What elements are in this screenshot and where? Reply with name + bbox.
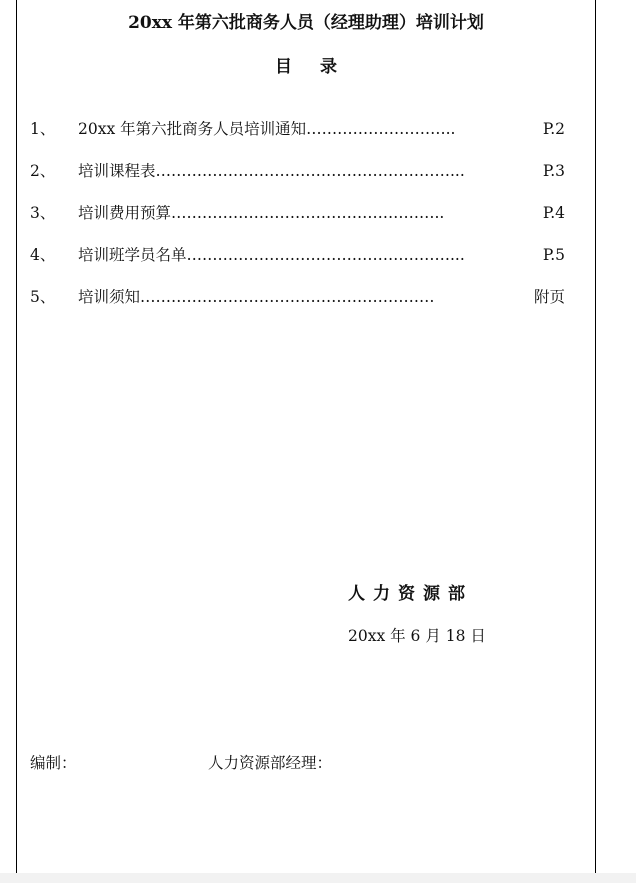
toc-item-text: 培训须知………………………………………………… [78, 288, 435, 306]
toc-item-number: 5、 [30, 288, 56, 306]
toc-item-page: P.2 [542, 120, 565, 138]
toc-item-page: P.5 [542, 246, 565, 264]
issue-date: 20xx 年 6 月 18 日 [348, 627, 486, 645]
toc-item-text: 培训课程表…………………………………………………... [78, 162, 465, 180]
toc-item-number: 3、 [30, 204, 56, 222]
toc-list [30, 118, 565, 328]
document-title: 20xx 年第六批商务人员（经理助理）培训计划 [128, 13, 484, 33]
toc-item-number: 1、 [30, 120, 56, 138]
toc-item-text: 20xx 年第六批商务人员培训通知……………………….. [78, 120, 456, 138]
toc-item [30, 286, 565, 328]
toc-item-number: 2、 [30, 162, 56, 180]
page-bottom-gap [0, 873, 636, 883]
toc-item-page: P.4 [542, 204, 565, 222]
toc-item-text: 培训班学员名单……………………………………………... [78, 246, 465, 264]
toc-item [30, 118, 565, 160]
issuing-department: 人力资源部 [348, 584, 473, 604]
toc-item-text: 培训费用预算…………………………………………….. [78, 204, 445, 222]
toc-heading: 目录 [275, 57, 365, 77]
toc-item-page: P.3 [542, 162, 565, 180]
toc-item [30, 160, 565, 202]
editor-signature-label: 编制： [30, 754, 77, 772]
manager-signature-label: 人力资源部经理： [208, 754, 333, 772]
toc-item-number: 4、 [30, 246, 56, 264]
toc-item [30, 244, 565, 286]
toc-item [30, 202, 565, 244]
toc-item-page: 附页 [533, 288, 565, 306]
